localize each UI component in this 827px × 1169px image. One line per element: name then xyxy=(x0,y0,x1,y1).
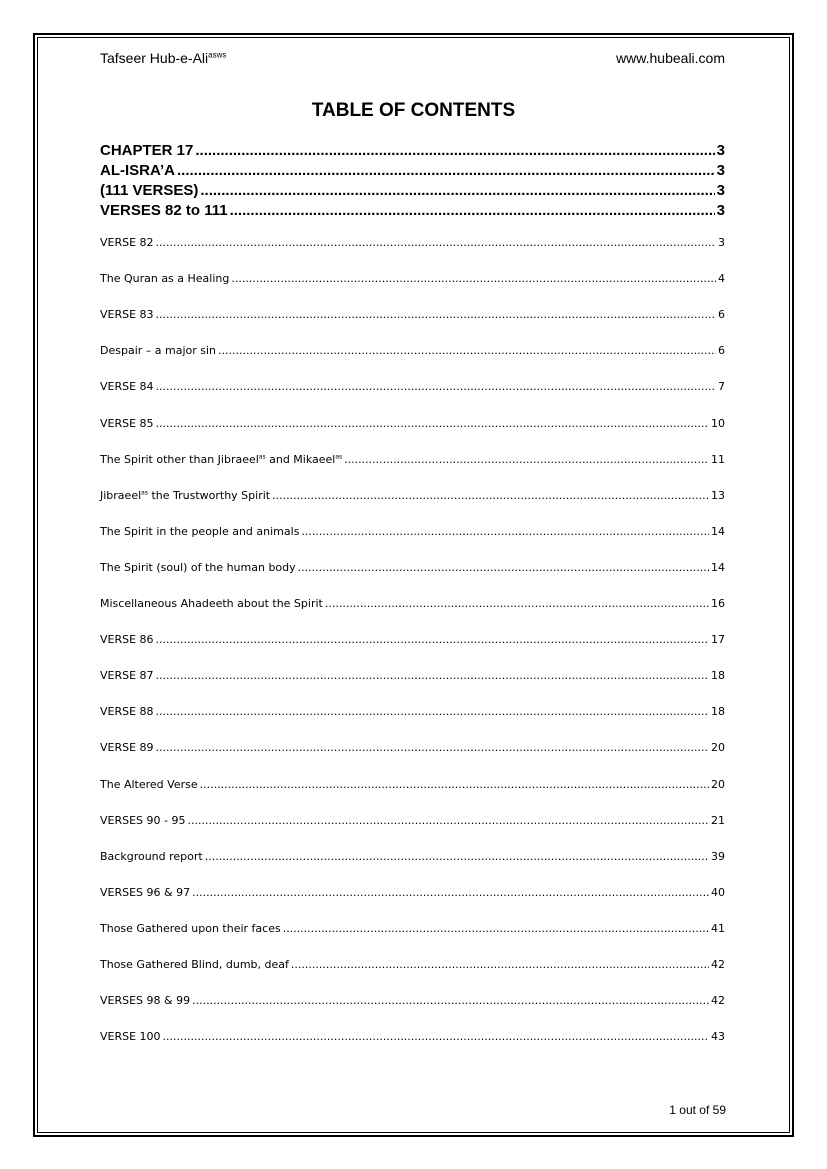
toc-leader-dots xyxy=(163,1030,709,1043)
toc-entry-label: Miscellaneous Ahadeeth about the Spirit xyxy=(100,597,323,610)
toc-entry[interactable] xyxy=(100,922,725,935)
toc-entry[interactable] xyxy=(100,236,725,249)
toc-entry-label: Those Gathered upon their faces xyxy=(100,921,281,935)
toc-entry[interactable] xyxy=(100,344,725,357)
toc-leader-dots xyxy=(188,814,710,827)
toc-entry-page: 6 xyxy=(718,344,725,358)
toc-leader-dots xyxy=(156,705,709,718)
toc-entry[interactable] xyxy=(100,850,725,863)
toc-entry-page: 43 xyxy=(711,1030,725,1044)
toc-entry[interactable] xyxy=(100,417,725,430)
toc-leader-dots xyxy=(156,417,709,430)
toc-leader-dots xyxy=(156,669,709,682)
toc-entry-label: The Spirit in the people and animals xyxy=(100,524,300,538)
toc-leader-dots xyxy=(205,850,709,863)
toc-leader-dots xyxy=(283,922,709,935)
toc-entry-page: 11 xyxy=(711,452,725,466)
toc-entry-page: 42 xyxy=(711,994,725,1008)
toc-major-entries xyxy=(100,142,725,222)
toc-major-entry[interactable] xyxy=(100,202,725,222)
toc-leader-dots xyxy=(177,162,715,179)
toc-entry-label: VERSES 82 to 111 xyxy=(100,202,228,219)
toc-entry-label: VERSE 100 xyxy=(100,1030,161,1044)
toc-entry-page: 14 xyxy=(711,524,725,538)
toc-entry-page: 20 xyxy=(711,777,725,791)
toc-leader-dots xyxy=(192,886,709,899)
toc-leader-dots xyxy=(344,453,709,466)
toc-entry-label: VERSES 98 & 99 xyxy=(100,994,191,1008)
toc-leader-dots xyxy=(200,778,709,791)
toc-entry-page: 39 xyxy=(711,849,725,863)
toc-entry-page: 13 xyxy=(711,488,725,502)
toc-major-entry[interactable] xyxy=(100,142,725,162)
toc-entry-page: 14 xyxy=(711,560,725,574)
toc-entry-label: The Quran as a Healing xyxy=(100,272,230,286)
toc-entry-page: 4 xyxy=(718,272,725,286)
toc-entry[interactable] xyxy=(100,525,725,538)
toc-entry-page: 42 xyxy=(711,958,725,971)
toc-leader-dots xyxy=(200,182,714,199)
toc-leader-dots xyxy=(291,958,709,971)
toc-entry-page: 10 xyxy=(711,416,725,430)
toc-entry-label: Despair – a major sin xyxy=(100,344,217,358)
toc-entry-label: VERSE 88 xyxy=(100,705,154,719)
toc-entry[interactable] xyxy=(100,561,725,574)
toc-entry-page: 3 xyxy=(716,142,725,159)
toc-major-entry[interactable] xyxy=(100,182,725,202)
toc-entry-page: 16 xyxy=(711,597,725,610)
toc-major-entry[interactable] xyxy=(100,162,725,182)
page-number: 1 out of 59 xyxy=(669,1103,726,1117)
toc-entry-label: VERSE 87 xyxy=(100,669,154,683)
toc-entry-label: AL-ISRA’A xyxy=(100,162,175,179)
toc-entry[interactable] xyxy=(100,308,725,321)
toc-leader-dots xyxy=(192,994,709,1007)
toc-leader-dots xyxy=(230,202,715,219)
toc-entry[interactable] xyxy=(100,453,725,466)
toc-entry[interactable] xyxy=(100,380,725,393)
toc-entry-page: 3 xyxy=(716,162,725,179)
toc-leader-dots xyxy=(156,380,716,393)
toc-entry[interactable] xyxy=(100,1030,725,1043)
toc-leader-dots xyxy=(156,741,709,754)
toc-entry-label: The Spirit (soul) of the human body xyxy=(100,560,296,574)
toc-entry[interactable] xyxy=(100,886,725,899)
toc-entry-label: Those Gathered Blind, dumb, deaf xyxy=(100,958,289,971)
toc-leader-dots xyxy=(156,308,716,321)
toc-leader-dots xyxy=(301,525,709,538)
toc-entry-page: 7 xyxy=(718,380,725,394)
toc-entry-label: Jibraeel$^{as}$ the Trustworthy Spirit xyxy=(100,488,271,502)
toc-entry-label: VERSE 84 xyxy=(100,380,154,394)
toc-entry-page: 18 xyxy=(711,669,725,683)
toc-leader-dots xyxy=(231,272,716,285)
toc-entry[interactable] xyxy=(100,633,725,646)
toc-leader-dots xyxy=(298,561,709,574)
toc-entry-label: The Altered Verse xyxy=(100,777,198,791)
toc-entry-page: 3 xyxy=(718,236,725,249)
toc-entry[interactable] xyxy=(100,597,725,610)
toc-entry-label: (111 VERSES) xyxy=(100,182,199,199)
toc-entry-label: VERSES 90 - 95 xyxy=(100,813,186,827)
toc-entry-page: 20 xyxy=(711,741,725,755)
toc-entry-label: VERSE 86 xyxy=(100,633,154,647)
toc-entry[interactable] xyxy=(100,778,725,791)
toc-entry-page: 3 xyxy=(716,182,725,199)
toc-entry-label: The Spirit other than Jibraeel$^{as}$ and Mikaeel$^{as}$ xyxy=(100,452,343,466)
toc-entry[interactable] xyxy=(100,705,725,718)
toc-entry[interactable] xyxy=(100,669,725,682)
toc-entry-page: 6 xyxy=(718,308,725,322)
toc-leader-dots xyxy=(195,142,714,159)
toc-leader-dots xyxy=(325,597,709,610)
toc-entry-page: 17 xyxy=(711,633,725,647)
toc-entry-label: VERSE 82 xyxy=(100,236,154,249)
toc-entry-page: 41 xyxy=(711,921,725,935)
toc-leader-dots xyxy=(218,344,716,357)
toc-entry-label: VERSES 96 & 97 xyxy=(100,885,191,899)
toc-entry-page: 18 xyxy=(711,705,725,719)
toc-leader-dots xyxy=(156,236,716,249)
toc-entry-page: 3 xyxy=(716,202,725,219)
toc-entry-label: VERSE 89 xyxy=(100,741,154,755)
toc-entry-label: CHAPTER 17 xyxy=(100,142,194,159)
toc-entry-page: 40 xyxy=(711,885,725,899)
toc-entry[interactable] xyxy=(100,814,725,827)
toc-entry[interactable] xyxy=(100,994,725,1007)
toc-entry[interactable] xyxy=(100,958,725,971)
toc-entry-page: 21 xyxy=(711,813,725,827)
toc-leader-dots xyxy=(156,633,709,646)
header-title: Tafseer Hub-e-Ali$^{asws}$ xyxy=(100,50,227,66)
toc-entry[interactable] xyxy=(100,741,725,754)
toc-entry[interactable] xyxy=(100,272,725,285)
header-website: www.hubeali.com xyxy=(616,50,725,66)
toc-entry[interactable] xyxy=(100,489,725,502)
toc-leader-dots xyxy=(272,489,709,502)
toc-entry-label: VERSE 83 xyxy=(100,308,154,322)
toc-entry-label: VERSE 85 xyxy=(100,416,154,430)
toc-title: TABLE OF CONTENTS xyxy=(311,100,516,121)
toc-entry-label: Background report xyxy=(100,849,203,863)
